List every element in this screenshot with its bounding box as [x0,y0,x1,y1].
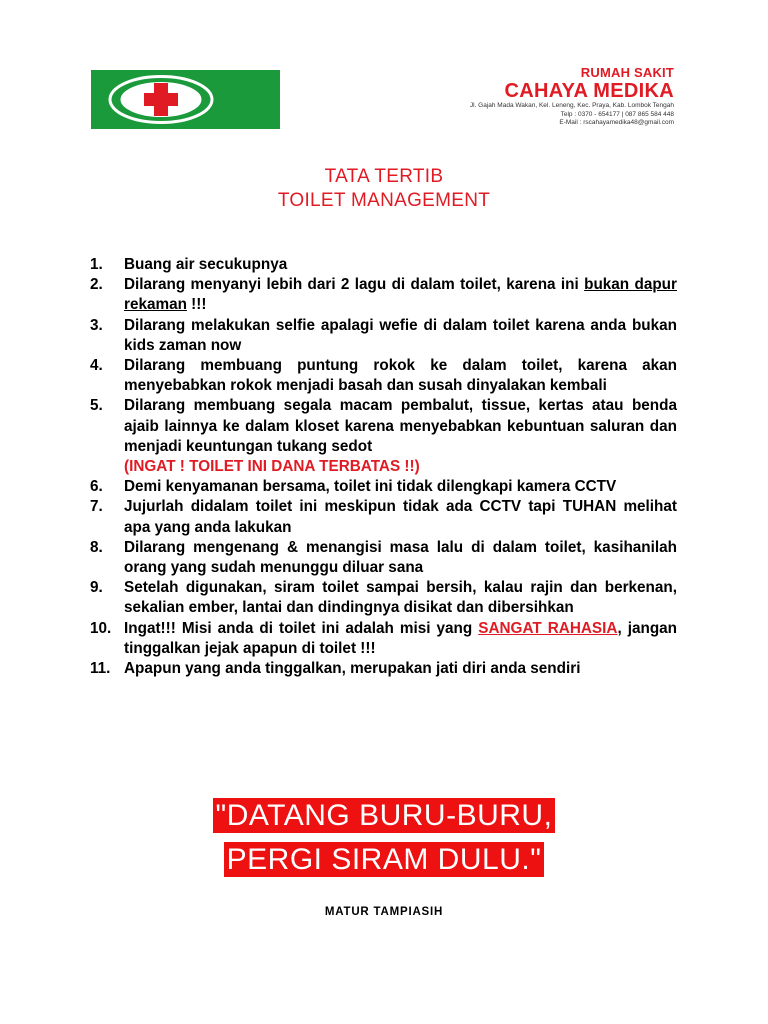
rule-item [90,497,677,537]
rule-item [90,477,677,497]
rules-list [90,255,677,679]
rule-item [90,619,677,659]
rule-text-part: Ingat!!! Misi anda di toilet ini adalah misi yang [124,619,479,637]
footer-thanks: MATUR TAMPIASIH [324,906,444,918]
hospital-phone: Telp : 0370 - 654177 | 087 865 584 448 [560,110,674,118]
page-title [0,165,768,213]
rule-item [90,659,677,679]
highlighted-phrase: SANGAT RAHASIA [478,619,618,637]
hospital-email: E-Mail : rscahayamedika48@gmail.com [559,119,674,126]
rule-number: 1. [90,256,103,273]
title-line-2: TOILET MANAGEMENT [277,190,491,211]
rule-text-part: , jangan tinggalkan jejak apapun di toilet !!! [124,619,678,657]
slogan-line-2: PERGI SIRAM DULU." [224,842,545,877]
rule-text: Demi kenyamanan bersama, toilet ini tidak dilengkapi kamera CCTV [124,478,617,496]
rule-number: 2. [90,276,103,294]
rule-number: 3. [90,316,103,334]
rule-warning-note: (INGAT ! TOILET INI DANA TERBATAS !!) [124,458,420,476]
rule-number: 11. [90,660,111,678]
hospital-kind: RUMAH SAKIT [580,65,674,80]
rule-number: 5. [90,397,103,415]
rule-text: Setelah digunakan, siram toilet sampai bersih, kalau rajin dan berkenan, sekalian ember, lantai dan dindingnya disikat dan dibersihkan [124,579,677,617]
rule-text: Dilarang membuang puntung rokok ke dalam toilet, karena akan menyebabkan rokok menjadi basah dan susah dinyalakan kembali [124,357,677,395]
rule-number: 6. [90,478,103,496]
rule-text [124,619,677,659]
underlined-phrase: bukan dapur rekaman [124,276,677,314]
hospital-header [424,66,674,128]
rule-text: Buang air secukupnya [124,256,288,273]
rule-item [90,396,677,477]
slogan-line-1: "DATANG BURU-BURU, [213,798,556,833]
hospital-logo [91,70,280,129]
slogan-banner [0,798,768,877]
rule-item [90,356,677,396]
rule-number: 10. [90,619,112,637]
rule-number: 4. [90,357,103,375]
rule-text: Dilarang mengenang & menangisi masa lalu di dalam toilet, kasihanilah orang yang sudah menunggu diluar sana [124,538,677,577]
red-cross-icon [91,70,280,129]
rule-text: Dilarang melakukan selfie apalagi wefie di dalam toilet karena anda bukan kids zaman now [124,316,677,354]
rule-text-part: !!! [186,296,207,314]
rule-number: 7. [90,498,103,516]
rule-text: Jujurlah didalam toilet ini meskipun tidak ada CCTV tapi TUHAN melihat apa yang anda lakukan [124,498,677,536]
rule-text-group [124,396,677,477]
hospital-address: Jl. Gajah Mada Wakan, Kel. Leneng, Kec. Praya, Kab. Lombok Tengah [469,102,674,109]
rule-number: 8. [90,538,103,556]
hospital-name: CAHAYA MEDIKA [504,80,674,102]
rule-item [90,538,677,578]
rule-item [90,275,677,315]
rule-number: 9. [90,579,103,597]
rule-item [90,255,677,275]
rule-text: Apapun yang anda tinggalkan, merupakan jati diri anda sendiri [124,660,581,678]
rule-item [90,316,677,356]
rule-text: Dilarang membuang segala macam pembalut, tissue, kertas atau benda ajaib lainnya ke dalam kloset karena menyebabkan kebuntuan saluran dan menjadi keuntungan tukang sedot [124,397,677,455]
rule-item [90,578,677,618]
title-line-1: TATA TERTIB [324,166,444,187]
rule-text [124,275,677,315]
rule-text-part: Dilarang menyanyi lebih dari 2 lagu di dalam toilet, karena ini [124,276,585,294]
